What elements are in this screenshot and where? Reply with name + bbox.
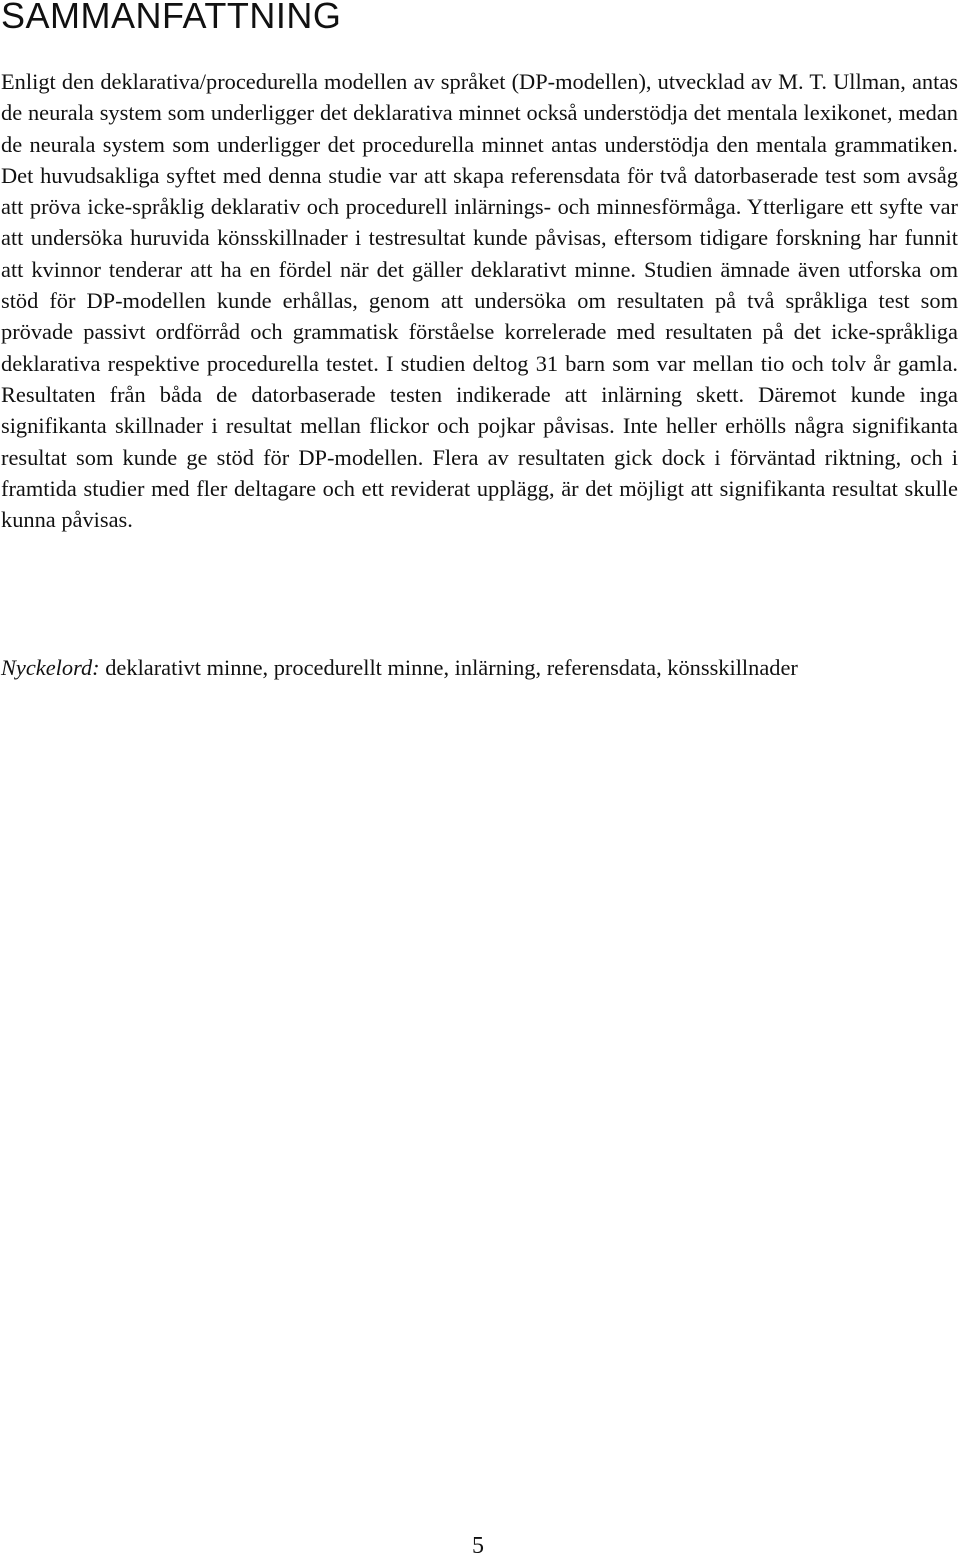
keywords-text: deklarativt minne, procedurellt minne, inlärning, referensdata, könsskillnader	[99, 655, 798, 680]
page-number: 5	[472, 1533, 484, 1559]
keywords-label: Nyckelord:	[1, 655, 100, 680]
abstract-paragraph: Enligt den deklarativa/procedurella modellen av språket (DP-modellen), utvecklad av M. T. Ullman, antas de neurala system som underligger det deklarativa minnet också understödja det mentala lexikonet, medan de neurala system som underligger det procedurella minnet antas understödja den mentala grammatiken. Det huvudsakliga syftet med denna studie var att skapa referensdata för två datorbaserade test som avsåg att pröva icke-språklig deklarativ och procedurell inlärnings- och minnesförmåga. Ytterligare ett syfte var att undersöka huruvida könsskillnader i testresultat kunde påvisas, eftersom tidigare forskning har funnit att kvinnor tenderar att ha en fördel när det gäller deklarativt minne. Studien ämnade även utforska om stöd för DP-modellen kunde erhållas, genom att undersöka om resultaten på två språkliga test som prövade passivt ordförråd och grammatisk förståelse korrelerade med resultaten på det icke-språkliga deklarativa respektive procedurella testet. I studien deltog 31 barn som var mellan tio och tolv år gamla. Resultaten från båda de datorbaserade testen indikerade att inlärning skett. Däremot kunde inga signifikanta skillnader i resultat mellan flickor och pojkar påvisas. Inte heller erhölls några signifikanta resultat som kunde ge stöd för DP-modellen. Flera av resultaten gick dock i förväntad riktning, och i framtida studier med fler deltagare och ett reviderat upplägg, är det möjligt att signifikanta resultat skulle kunna påvisas.	[1, 69, 958, 533]
keywords-line	[1, 652, 901, 683]
section-heading: SAMMANFATTNING	[1, 0, 342, 36]
